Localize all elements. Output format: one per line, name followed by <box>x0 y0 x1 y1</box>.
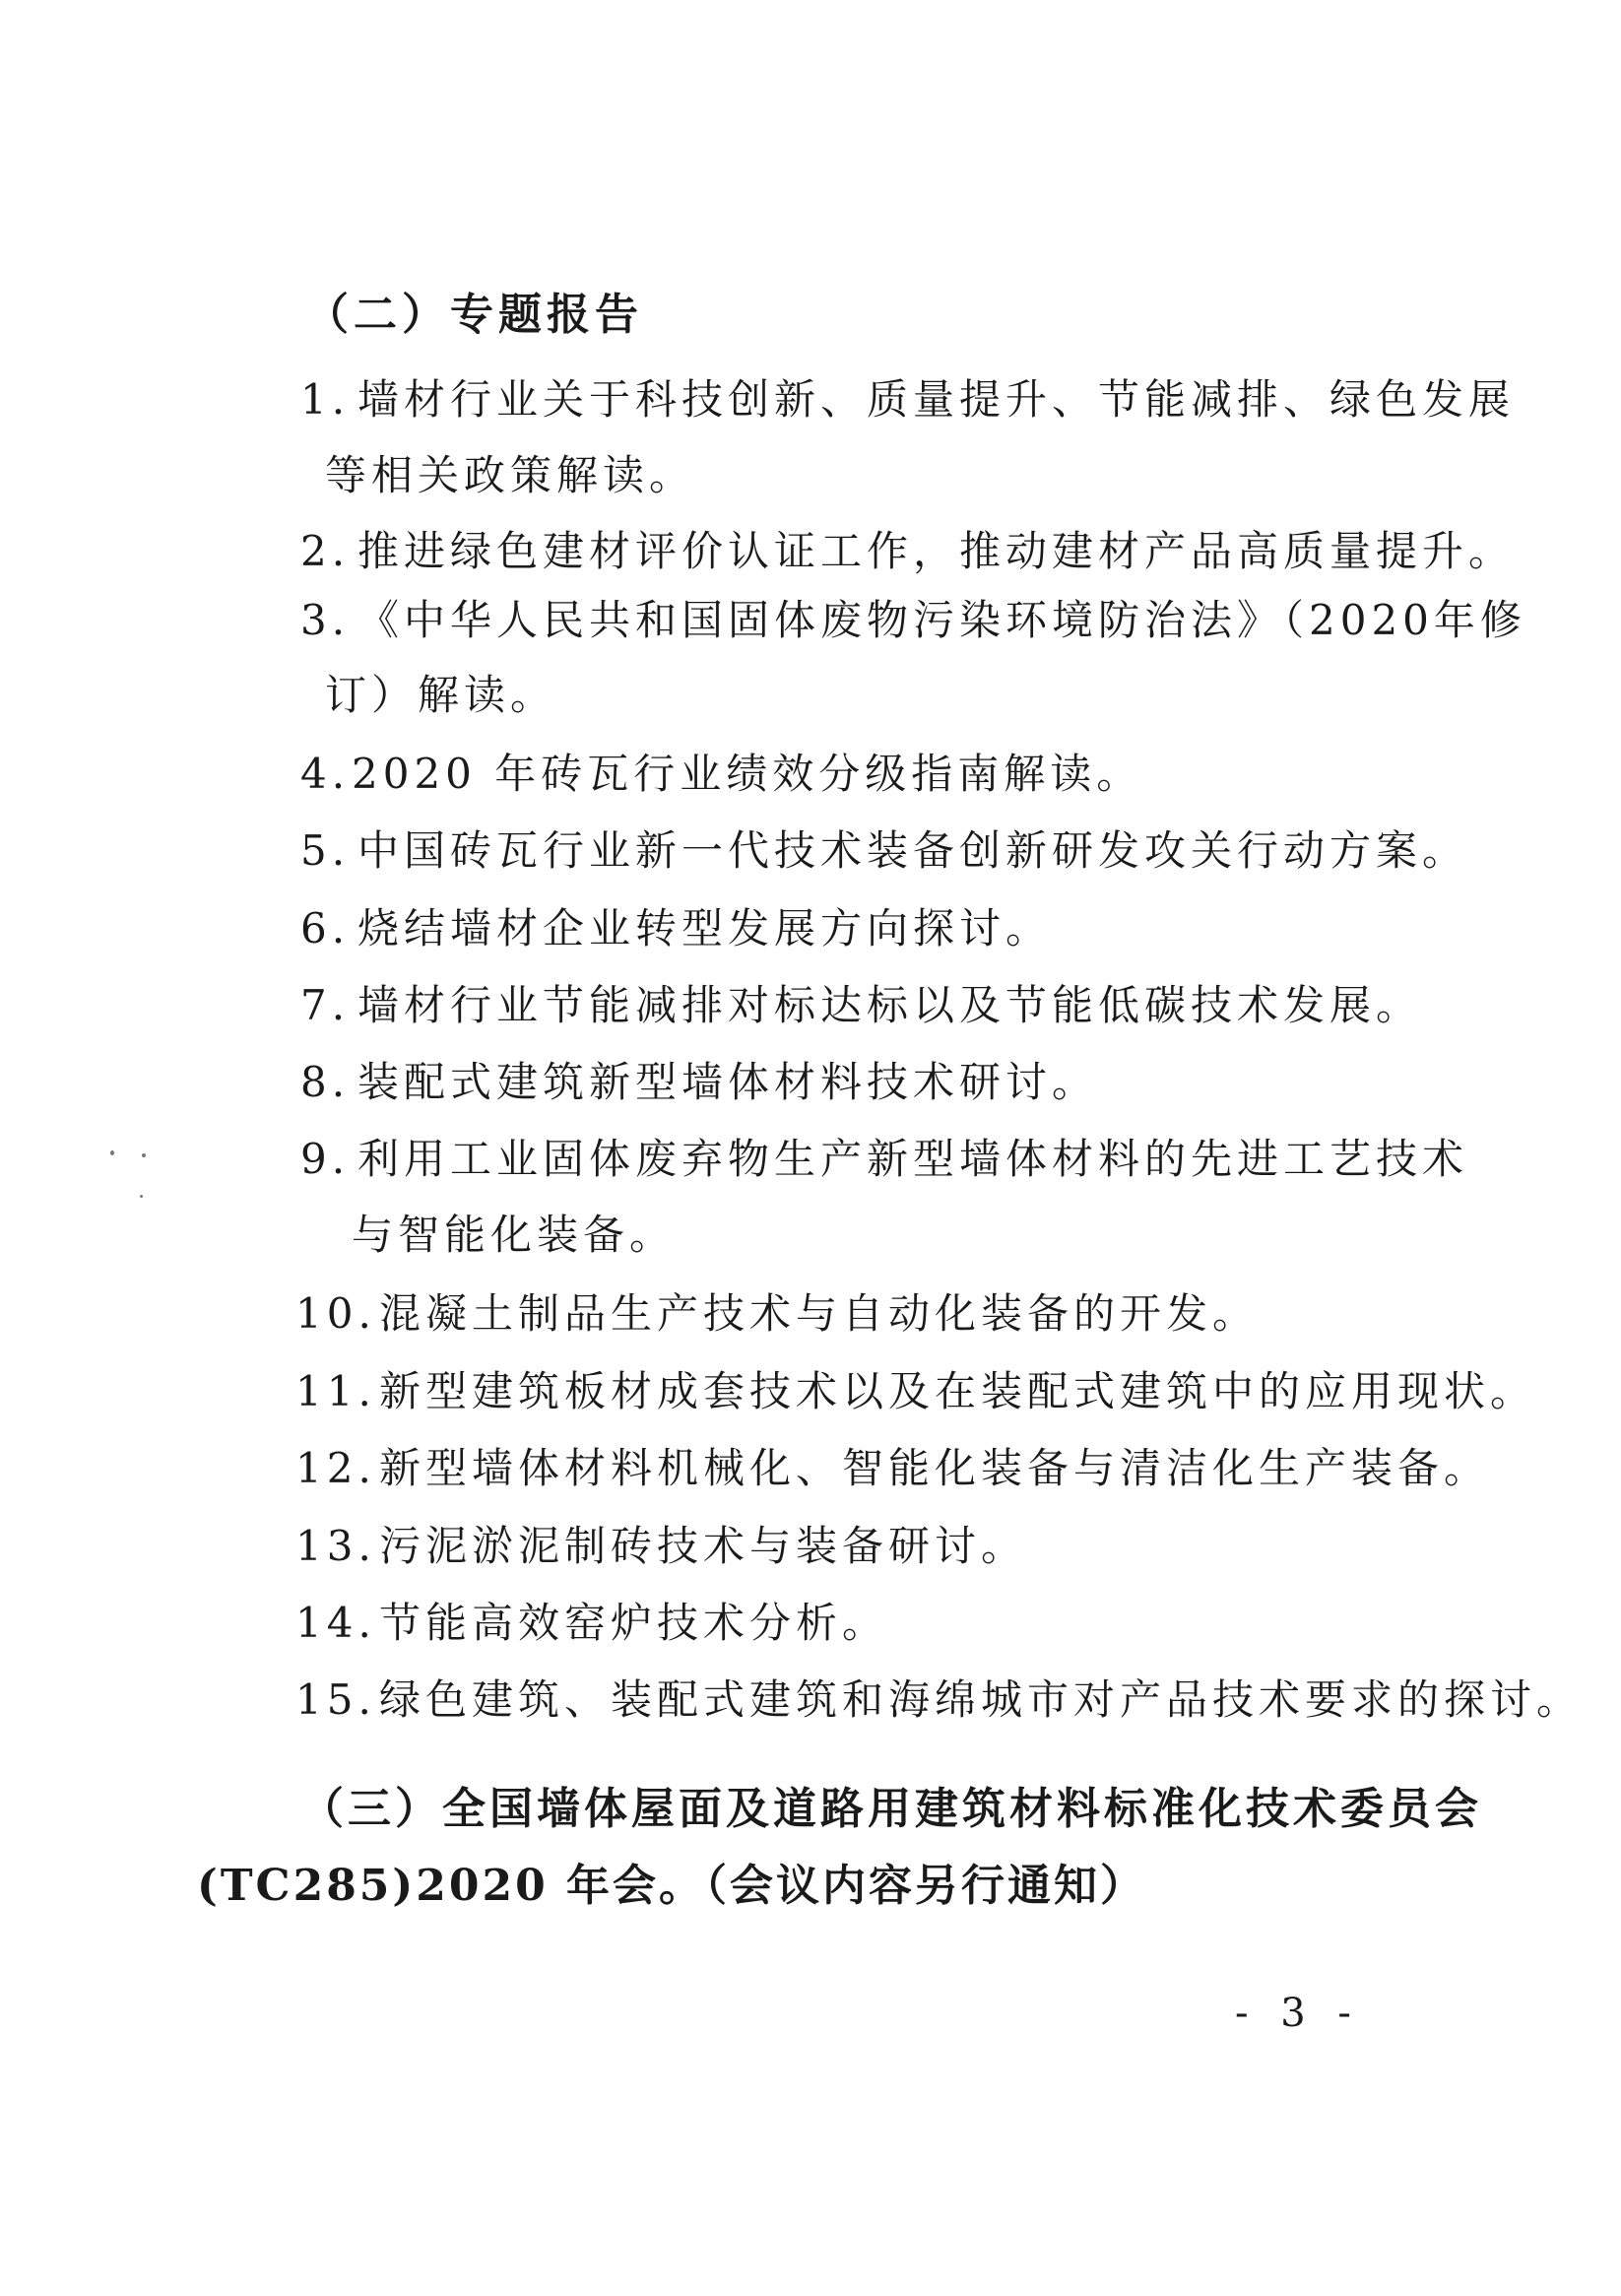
item-number: 6. <box>300 904 351 952</box>
list-item <box>300 1050 1098 1109</box>
page-number: - 3 - <box>1235 1991 1361 2036</box>
item-number: 2. <box>300 527 351 575</box>
item-number: 14. <box>295 1599 376 1647</box>
list-item <box>300 896 1052 955</box>
item-text: 利用工业固体废弃物生产新型墙体材料的先进工艺技术 <box>357 1135 1469 1183</box>
item-number: 1. <box>300 375 351 424</box>
list-item <box>295 1668 1583 1727</box>
item-continuation: 等相关政策解读。 <box>325 451 696 499</box>
list-item <box>300 973 1422 1032</box>
item-number: 7. <box>300 981 351 1029</box>
list-item <box>300 519 1515 578</box>
list-item <box>300 742 1142 801</box>
item-text: 新型墙体材料机械化、智能化装备与清洁化生产装备。 <box>379 1444 1491 1492</box>
item-text: 2020 年砖瓦行业绩效分级指南解读。 <box>352 750 1143 798</box>
item-text: 中国砖瓦行业新一代技术装备创新研发攻关行动方案。 <box>357 826 1469 875</box>
item-number: 10. <box>295 1289 376 1338</box>
item-text: 节能高效窑炉技术分析。 <box>379 1599 889 1647</box>
section-2-heading: （二）专题报告 <box>305 290 643 340</box>
item-continuation: 订）解读。 <box>325 671 557 719</box>
scan-artifact <box>110 1150 160 1210</box>
list-item <box>295 1436 1490 1495</box>
item-continuation: 与智能化装备。 <box>352 1211 677 1259</box>
item-number: 3. <box>300 596 351 644</box>
item-text: 墙材行业关于科技创新、质量提升、节能减排、绿色发展 <box>357 375 1516 424</box>
item-number: 5. <box>300 826 351 875</box>
item-number: 4. <box>300 750 351 798</box>
item-number: 9. <box>300 1135 351 1183</box>
item-text: 烧结墙材企业转型发展方向探讨。 <box>357 904 1053 952</box>
section-3-heading: （三）全国墙体屋面及道路用建筑材料标准化技术委员会 <box>300 1784 1482 1834</box>
list-item <box>300 1127 1468 1186</box>
item-number: 15. <box>295 1675 376 1724</box>
item-text: 装配式建筑新型墙体材料技术研讨。 <box>357 1058 1099 1106</box>
item-text: 推进绿色建材评价认证工作，推动建材产品高质量提升。 <box>357 527 1516 575</box>
item-number: 11. <box>295 1367 376 1415</box>
item-number: 12. <box>295 1444 376 1492</box>
list-item <box>300 588 1526 647</box>
item-number: 8. <box>300 1058 351 1106</box>
item-text: 绿色建筑、装配式建筑和海绵城市对产品技术要求的探讨。 <box>379 1675 1584 1724</box>
list-item <box>295 1514 1027 1573</box>
item-text: 污泥淤泥制砖技术与装备研讨。 <box>379 1522 1028 1570</box>
list-item <box>295 1281 1259 1341</box>
list-item <box>300 367 1515 426</box>
item-text: 《中华人民共和国固体废物污染环境防治法》（2020年修 <box>357 596 1526 644</box>
item-text: 墙材行业节能减排对标达标以及节能低碳技术发展。 <box>357 981 1423 1029</box>
list-item <box>295 1591 888 1650</box>
item-text: 新型建筑板材成套技术以及在装配式建筑中的应用现状。 <box>379 1367 1537 1415</box>
item-text: 混凝土制品生产技术与自动化装备的开发。 <box>379 1289 1260 1338</box>
item-number: 13. <box>295 1522 376 1570</box>
list-item <box>295 1359 1536 1418</box>
section-3-heading-continuation: (TC285)2020 年会。（会议内容另行通知） <box>197 1861 1147 1911</box>
list-item <box>300 819 1468 878</box>
